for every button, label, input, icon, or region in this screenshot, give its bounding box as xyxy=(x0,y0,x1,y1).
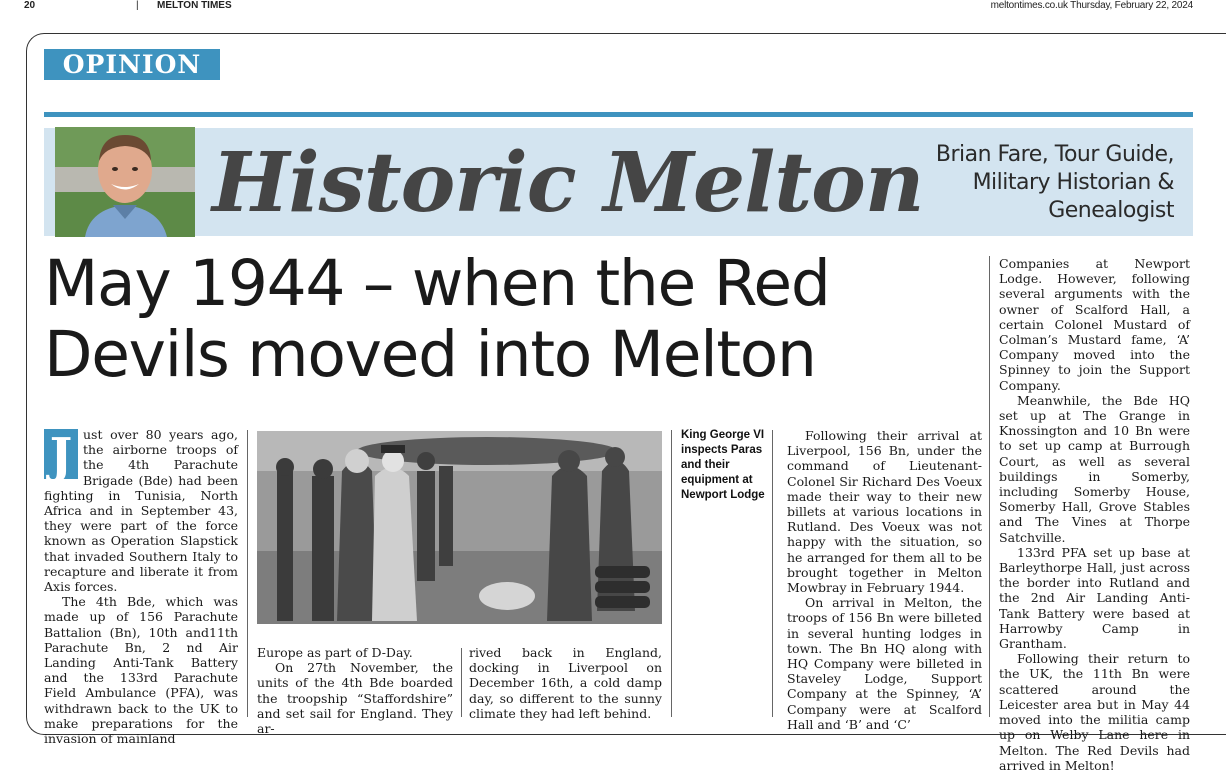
paragraph: On arrival in Melton, the troops of 156 Bn were billeted in several hunting lodges in town. The Bn HQ along with HQ Company were billeted in Staveley Lodge, Support Company at the Spinney, ‘A’ Company were at Scalford Hall and ‘B’ and ‘C’ xyxy=(787,595,982,732)
page-masthead xyxy=(0,0,1219,14)
paragraph: Meanwhile, the Bde HQ set up at The Grange in Knossington and 10 Bn were to set up camp at Burrough Court, as well as several buildings in Somerby, including Somerby House, Somerby Hall, Grove Stables and The Vines at Thorpe Satchville. xyxy=(999,392,1190,545)
article-column-4 xyxy=(787,428,982,732)
masthead-separator: | xyxy=(136,0,139,11)
paragraph: rived back in England, docking in Liverpool on December 16th, a cold damp day, so different to the sunny climate they had left behind. xyxy=(469,645,662,721)
paragraph: ust over 80 years ago, the airborne troops of the 4th Parachute Brigade (Bde) had been fighting in Tunisia, North Africa and in September 43, they were part of the force known as Operation Slapstick that invaded Southern Italy to recapture and liberate it from Axis forces. xyxy=(44,427,238,595)
publication-name: MELTON TIMES xyxy=(157,0,232,11)
column-divider xyxy=(247,430,248,717)
article-column-1 xyxy=(44,427,238,746)
paragraph: Following their return to the UK, the 11th Bn were scattered around the Leicester area but in May 44 moved into the militia camp up on Welby Lane here in Melton. The Red Devils had arrived in Melton! xyxy=(999,651,1190,773)
paragraph: On 27th November, the units of the 4th Bde boarded the troopship “Staffordshire” and set sail for England. They ar- xyxy=(257,660,453,737)
byline-line: Brian Fare, Tour Guide, xyxy=(935,142,1174,167)
column-divider xyxy=(772,430,773,717)
byline-line: Military Historian & xyxy=(972,170,1174,195)
headline-line: May 1944 – when the Red xyxy=(44,247,830,320)
column-divider xyxy=(671,430,672,717)
column-divider xyxy=(461,648,462,717)
drop-cap: J xyxy=(44,429,78,479)
headline-line: Devils moved into Melton xyxy=(44,318,816,391)
column-divider xyxy=(989,256,990,717)
page-number: 20 xyxy=(24,0,36,11)
photo-caption: King George VI inspects Paras and their equipment at Newport Lodge xyxy=(681,429,765,501)
site-and-date: meltontimes.co.uk Thursday, February 22, 2024 xyxy=(990,0,1193,11)
paragraph: Companies at Newport Lodge. However, following several arguments with the owner of Scalford Hall, a certain Colonel Mustard of Colman’s Mustard fame, ‘A’ Company moved into the Spinney to join the Support Company. xyxy=(999,256,1190,393)
article-column-2 xyxy=(257,645,453,736)
author-portrait-icon xyxy=(55,127,195,237)
byline-line: Genealogist xyxy=(1048,198,1174,223)
paragraph: 133rd PFA set up base at Barleythorpe Hall, just across the border into Rutland and the 2nd Air Landing Anti-Tank Battery were based at Harrowby Camp in Grantham. xyxy=(999,544,1190,652)
inspection-photo xyxy=(257,431,662,624)
paragraph: Europe as part of D-Day. xyxy=(257,645,413,660)
banner-title: Historic Melton xyxy=(212,135,924,231)
article-headline xyxy=(44,248,954,390)
article-column-3 xyxy=(469,645,662,721)
author-byline xyxy=(914,141,1174,225)
article-column-5 xyxy=(999,256,1190,773)
paragraph: Following their arrival at Liverpool, 156 Bn, under the command of Lieutenant-Colonel Sir Richard Des Voeux made their way to their new billets at various locations in Rutland. Des Voeux was not happy with the situation, so he arranged for them all to be brought together in Melton Mowbray in February 1944. xyxy=(787,428,982,596)
section-rule xyxy=(44,112,1193,117)
section-label: OPINION xyxy=(44,49,220,80)
paragraph: The 4th Bde, which was made up of 156 Parachute Battalion (Bn), 10th and11th Parachute Bn, 2 nd Air Landing Anti-Tank Battery and the 133rd Parachute Field Ambulance (PFA), was withdrawn back to the UK to make preparations for the invasion of mainland xyxy=(44,594,238,747)
